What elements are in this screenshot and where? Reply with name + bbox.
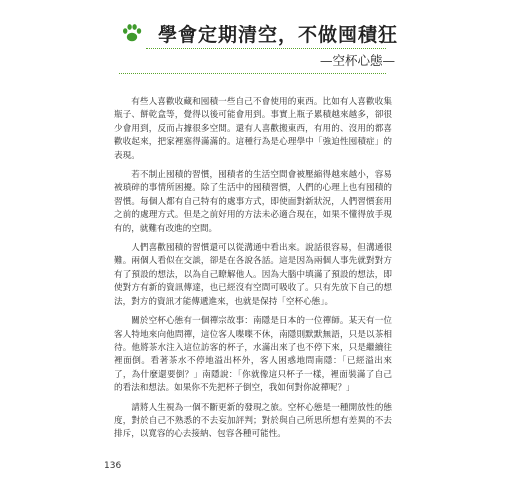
title-divider-bottom xyxy=(119,73,386,74)
article-body xyxy=(114,96,392,448)
paragraph-2: 若不制止囤積的習慣，囤積者的生活空間會被壓縮得越來越小，容易被瑣碎的事情所困擾。除了生活中的囤積習慣，人們的心理上也有囤積的習慣。每個人都有自己特有的處事方式，即使面對新狀況，人們習慣套用之前的處理方式。但是之前好用的方法未必適合現在，如果不懂得放手現有的，就難有改進的空間。 xyxy=(114,170,392,234)
paragraph-1: 有些人喜歡收藏和囤積一些自己不會使用的東西。比如有人喜歡收集瓶子、餅乾盒等，覺得以後可能會用到。事實上瓶子累積越來越多，卻很少會用到，反而占據很多空間。還有人喜歡搬東西，有用的、沒用的都喜歡收起來，把家裡塞得滿滿的。這種行為是心理學中「強迫性囤積症」的表現。 xyxy=(114,97,392,161)
paragraph-5: 請將人生視為一個不斷更新的發現之旅。空杯心態是一種開放性的態度，對於自己不熟悉的不去妄加評判；對於與自己所思所想有差異的不去排斥，以寬容的心去接納、包容各種可能性。 xyxy=(114,402,392,440)
title-divider-top xyxy=(146,48,386,49)
page-title: 學會定期清空，不做囤積狂 xyxy=(158,24,399,46)
paragraph-3: 人們喜歡囤積的習慣還可以從溝通中看出來。說話很容易，但溝通很難。兩個人看似在交談，卻是在各說各話。這是因為兩個人事先就對對方有了預設的想法，以為自己瞭解他人。因為大腦中填滿了預設的想法，即使對方有新的資訊傳達，也已經沒有空間可吸收了。只有先放下自己的想法，對方的資訊才能傳遞進來，也就是保持「空杯心態」。 xyxy=(114,243,392,307)
paw-print-icon xyxy=(121,22,143,44)
page-subtitle: —空杯心態— xyxy=(320,53,396,68)
paragraph-4: 關於空杯心態有一個禪宗故事：南隱是日本的一位禪師。某天有一位客人特地來向他問禪，這位客人喋喋不休，南隱則默默無語，只是以茶相待。他將茶水注入這位訪客的杯子，水滿出來了也不停下來，只是繼續往裡面倒。看著茶水不停地溢出杯外，客人困惑地問南隱：「已經溢出來了，為什麼還要倒？」南隱說：「你就像這只杯子一樣，裡面裝滿了自己的看法和想法。如果你不先把杯子倒空，我如何對你說禪呢？」 xyxy=(114,316,392,394)
page-number: 136 xyxy=(104,461,122,471)
